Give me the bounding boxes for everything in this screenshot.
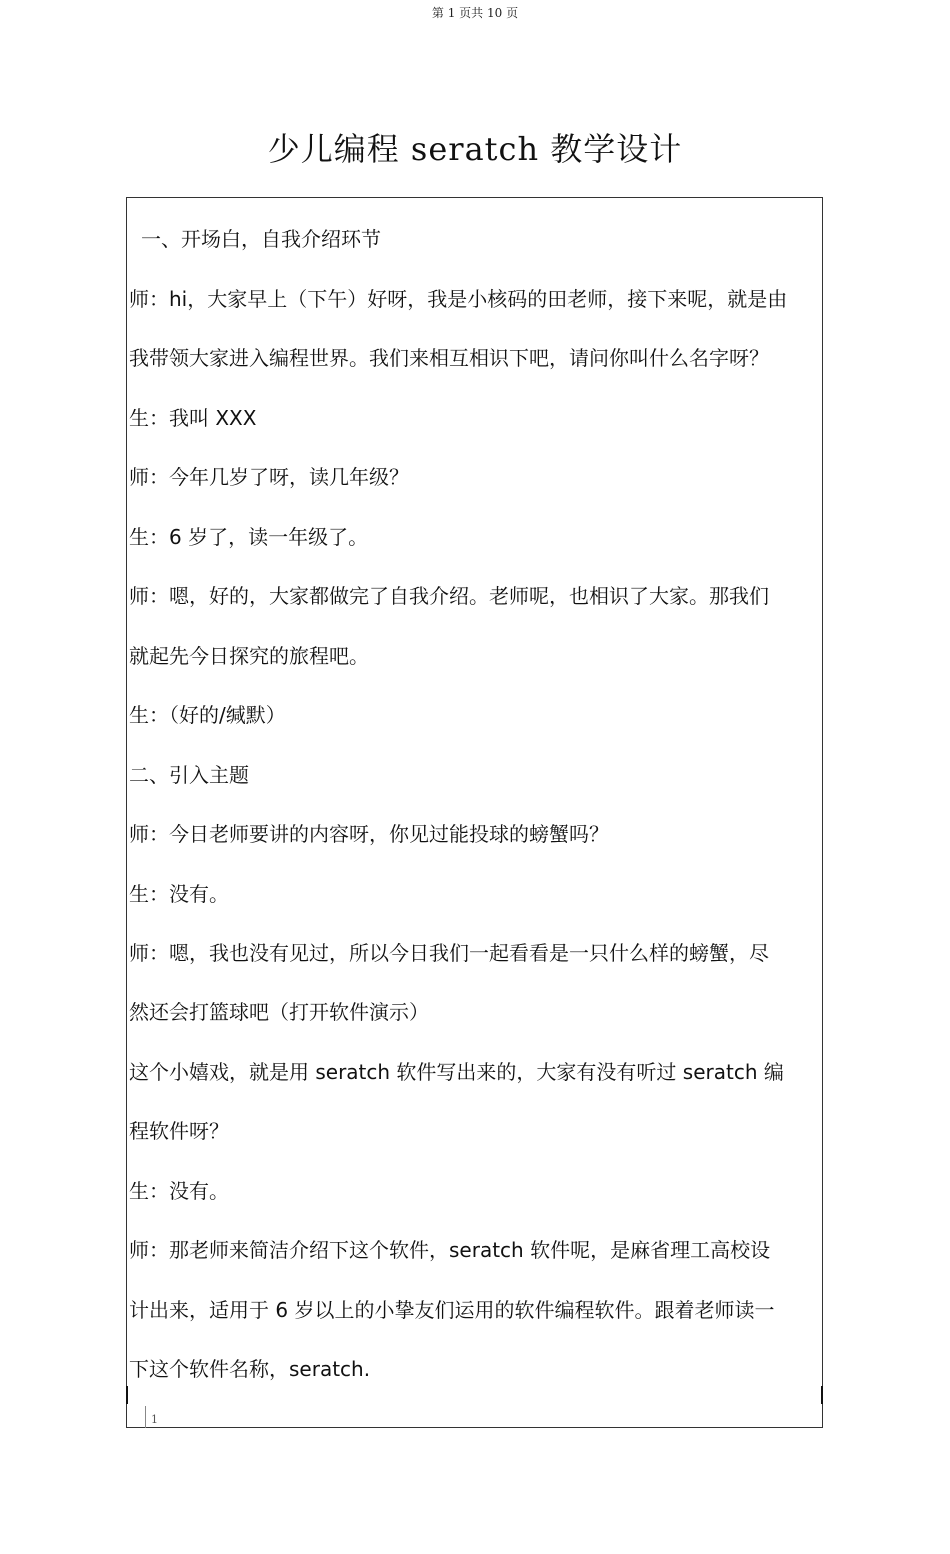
section-heading-topic: 二、引入主题 bbox=[129, 763, 249, 787]
text-line: 师：嗯，我也没有见过，所以今日我们一起看看是一只什么样的螃蟹，尽 bbox=[129, 941, 769, 965]
text-line: 师：嗯，好的，大家都做完了自我介绍。老师呢，也相识了大家。那我们 bbox=[129, 584, 769, 608]
footer-page-number: 1 bbox=[151, 1413, 158, 1426]
text-line: 就起先今日探究的旅程吧。 bbox=[129, 644, 369, 668]
section-heading-intro: 一、开场白，自我介绍环节 bbox=[141, 227, 381, 251]
edge-mark-left bbox=[126, 1386, 128, 1404]
document-title: 少儿编程 seratch 教学设计 bbox=[267, 130, 683, 168]
text-line: 生：没有。 bbox=[129, 882, 229, 906]
text-line: 生：我叫 XXX bbox=[129, 406, 257, 430]
content-box bbox=[126, 197, 823, 1428]
footer-divider bbox=[145, 1406, 146, 1428]
text-line: 生：没有。 bbox=[129, 1179, 229, 1203]
text-line: 然还会打篮球吧（打开软件演示） bbox=[129, 1000, 429, 1024]
text-line: 生：（好的/缄默） bbox=[129, 703, 286, 727]
text-line: 下这个软件名称，seratch. bbox=[129, 1357, 371, 1381]
text-line: 计出来，适用于 6 岁以上的小挚友们运用的软件编程软件。跟着老师读一 bbox=[129, 1298, 775, 1322]
text-line: 生：6 岁了，读一年级了。 bbox=[129, 525, 369, 549]
text-line: 师：那老师来简洁介绍下这个软件，seratch 软件呢，是麻省理工高校设 bbox=[129, 1238, 771, 1262]
text-line: 师：hi，大家早上（下午）好呀，我是小核码的田老师，接下来呢，就是由 bbox=[129, 287, 788, 311]
text-line: 我带领大家进入编程世界。我们来相互相识下吧，请问你叫什么名字呀？ bbox=[129, 346, 769, 370]
text-line: 程软件呀？ bbox=[129, 1119, 229, 1143]
text-line: 师：今年几岁了呀，读几年级？ bbox=[129, 465, 409, 489]
text-line: 这个小嬉戏，就是用 seratch 软件写出来的，大家有没有听过 seratch 编 bbox=[129, 1060, 784, 1084]
text-line: 师：今日老师要讲的内容呀，你见过能投球的螃蟹吗？ bbox=[129, 822, 609, 846]
edge-mark-right bbox=[821, 1386, 823, 1404]
page-header: 第 1 页共 10 页 bbox=[431, 6, 519, 20]
